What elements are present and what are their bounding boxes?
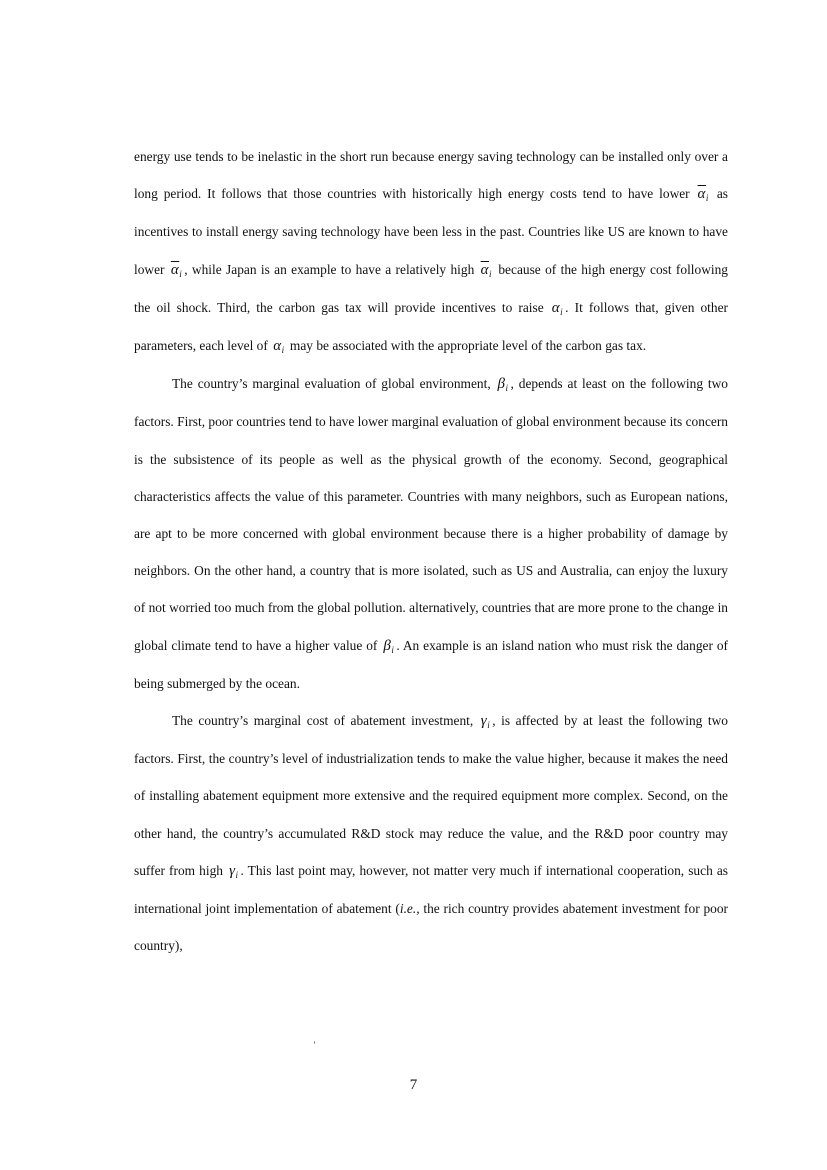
paragraph-1 — [134, 138, 728, 365]
stray-mark: ’ — [313, 1040, 316, 1050]
text-segment: . It follows that, given other parameters, each level of — [134, 299, 728, 354]
alpha-bar-symbol: $\overline{\alpha}_i$ — [480, 261, 493, 279]
text-segment: , depends at least on the following two factors. First, poor countries tend to have lower marginal evaluation of global environment because its concern is the subsistence of its people as well as the physical growth of the economy. Second, geographical characteristics affects the value of this parameter. Countries with many neighbors, such as European nations, are apt to be more concerned with global environment because there is a higher probability of damage by neighbors. On the other hand, a country that is more isolated, such as US and Australia, can enjoy the luxury of not worried too much from the global pollution. alternatively, countries that are more prone to the change in global climate tend to have a higher value of — [134, 376, 728, 653]
body-text — [134, 138, 728, 964]
text-segment: . This last point may, however, not matter very much if international cooperation, such as international joint implementation of abatement ( — [134, 862, 728, 917]
paragraph-2 — [134, 365, 728, 702]
text-segment: may be associated with the appropriate level of the carbon gas tax. — [286, 338, 647, 354]
gamma-symbol: $\gamma_i$ — [229, 862, 239, 880]
italic-ie: i.e., — [399, 901, 420, 917]
text-segment: The country’s marginal cost of abatement investment, — [172, 713, 479, 729]
text-segment: the rich country provides abatement investment for poor country), — [134, 901, 728, 954]
text-segment: . An example is an island nation who must risk the danger of being submerged by the ocean. — [134, 637, 729, 691]
gamma-symbol: $\gamma_i$ — [480, 713, 491, 731]
text-segment: , is affected by at least the following two factors. First, the country’s level of industrialization tends to make the value higher, because it makes the need of installing abatement equipment more extensive and the required equipment more complex. Second, on the other hand, the country’s accumulated R&D stock may reduce the value, and the R&D poor country may suffer from high — [134, 713, 728, 878]
alpha-bar-symbol: $\overline{\alpha}_i$ — [170, 261, 183, 279]
beta-symbol: $\beta_i$ — [497, 376, 509, 394]
beta-symbol: $\beta_i$ — [383, 637, 395, 655]
paragraph-3 — [134, 702, 728, 964]
alpha-bar-symbol: $\overline{\alpha}_i$ — [697, 186, 709, 204]
alpha-symbol: $\alpha_i$ — [273, 338, 285, 356]
page-number: 7 — [409, 1077, 418, 1093]
text-segment: , while Japan is an example to have a relatively high — [184, 261, 479, 277]
text-segment: because of the high energy cost following the oil shock. Third, the carbon gas tax will provide incentives to raise — [134, 261, 728, 315]
text-segment: as incentives to install energy saving technology have been less in the past. Countries like US are known to have lower — [134, 186, 728, 277]
text-segment: energy use tends to be inelastic in the short run because energy saving technology can be installed only over a long period. It follows that those countries with historically high energy costs tend to have lower — [134, 149, 728, 202]
alpha-symbol: $\alpha_i$ — [551, 299, 564, 317]
text-segment: The country’s marginal evaluation of global environment, — [172, 376, 496, 392]
